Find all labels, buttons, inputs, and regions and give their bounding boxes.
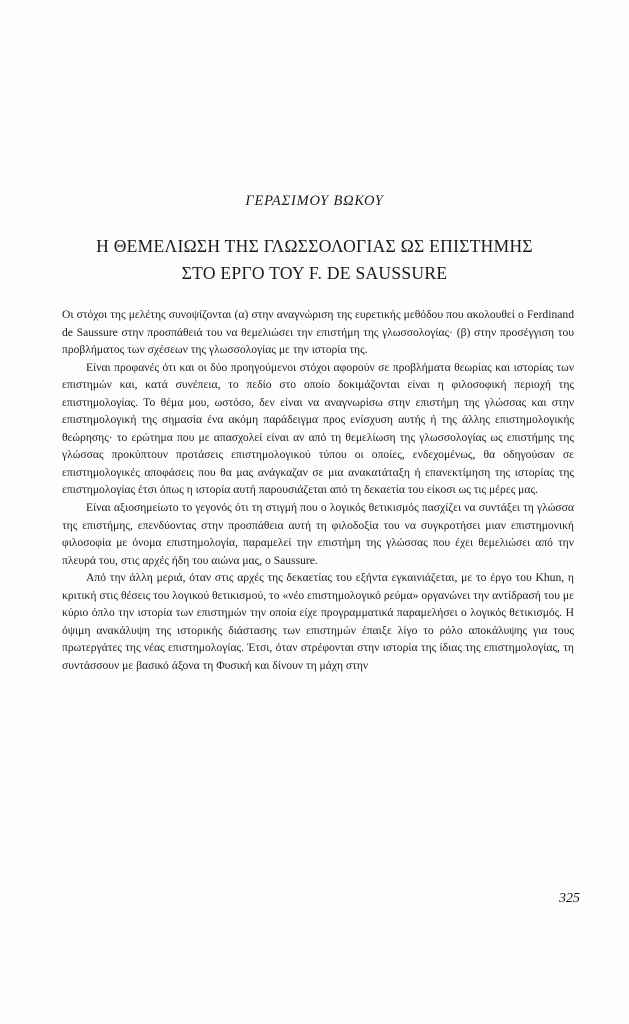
paragraph-2: Είναι προφανές ότι και οι δύο προηγούμενοι στόχοι αφορούν σε προβλήματα θεωρίας και ιστορίας των επιστημών και, κατά συνέπεια, το πεδίο στο οποίο δοκιμάζονται είναι η φιλοσοφική περιοχή της επιστημολογίας. Το θέμα μου, ωστόσο, δεν είναι να αναγνωρίσω στην επιστήμη της γλώσσας και στην επιστημολογική της σημασία ένα ακόμη παράδειγμα προς ενίσχυση αυτής ή της άλλης επιστημολογικής θεώρησης· το ερώτημα που με απασχολεί είναι αν από τη θεμελίωση της γλωσσολογίας ως επιστήμης της γλώσσας προκύπτουν προτάσεις επιστημολογικού τύπου οι οποίες, ενδεχομένως, θα οδηγούσαν σε επιστημολογικές αποφάσεις που θα μας ανάγκαζαν σε μια ανακατάταξη ή επανεκτίμηση της ιστορίας της επιστημολογίας έτσι όπως η ιστορία αυτή παρουσιάζεται από τη δεκαετία του είκοσι ως τις μέρες μας.	[62, 360, 574, 497]
article-body	[62, 306, 574, 674]
page-number: 325	[559, 891, 580, 906]
title-line-1: Η ΘΕΜΕΛΙΩΣΗ ΤΗΣ ΓΛΩΣΣΟΛΟΓΙΑΣ ΩΣ ΕΠΙΣΤΗΜΗΣ	[96, 236, 533, 256]
paragraph-4: Από την άλλη μεριά, όταν στις αρχές της δεκαετίας του εξήντα εγκαινιάζεται, με το έργο του Khun, η κριτική στις θέσεις του λογικού θετικισμού, το «νέο επιστημολογικό ρεύμα» οργανώνει την αντίδρασή του με κύριο όπλο την ιστορία των επιστημών την οποία είχε προγραμματικά παραμελήσει ο λογικός θετικισμός. Η όψιμη ανακάλυψη της ιστορικής διάστασης των επιστημών έπαιξε λίγο το ρόλο αποκάλυψης για τους πρωτεργάτες της νέας επιστημολογίας. Έτσι, όταν στρέφονται στην ιστορία της ίδιας της επιστημολογίας, τη συντάσσουν με βασικό άξονα τη Φυσική και δίνουν τη μάχη στην	[62, 571, 574, 672]
author-name: ΓΕΡΑΣΙΜΟΥ ΒΩΚΟΥ	[245, 193, 384, 209]
title-line-2: ΣΤΟ ΕΡΓΟ ΤΟΥ F. DE SAUSSURE	[181, 263, 448, 283]
paragraph-3: Είναι αξιοσημείωτο το γεγονός ότι τη στιγμή που ο λογικός θετικισμός πασχίζει να συντάξει τη γλώσσα της επιστήμης, επενδύοντας στην προσπάθεια αυτή τη φιλοδοξία του να συγκροτήσει μιαν επιστημονική φιλοσοφία με όνομα επιστημολογία, παραμελεί την επιστήμη της γλώσσας που έχει θεμελιώσει από την πλευρά του, στις αρχές ήδη του αιώνα μας, ο Saussure.	[62, 501, 574, 567]
article-title	[0, 233, 629, 287]
paragraph-1: Οι στόχοι της μελέτης συνοψίζονται (α) στην αναγνώριση της ευρετικής μεθόδου που ακολουθεί ο Ferdinand de Saussure στην προσπάθειά του να θεμελιώσει την επιστήμη της γλωσσολογίας· (β) στην προσέγγιση του προβλήματος των σχέσεων της γλωσσολογίας με την ιστορία της.	[62, 308, 574, 357]
